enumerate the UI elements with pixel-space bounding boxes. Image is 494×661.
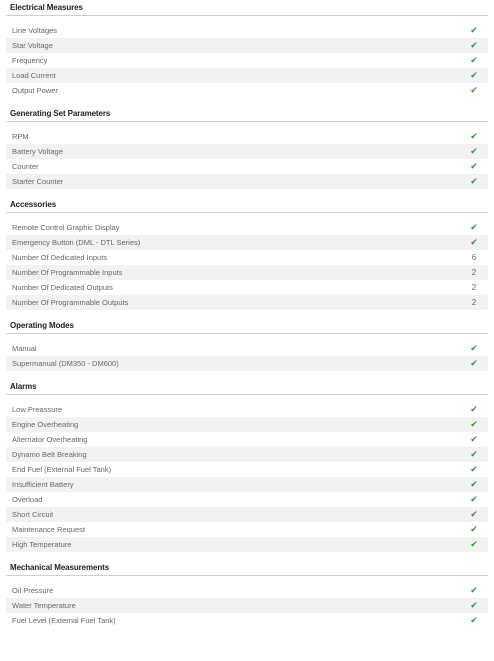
spec-label: Remote Control Graphic Display xyxy=(12,223,120,232)
spec-row xyxy=(6,265,488,280)
check-icon: ✔ xyxy=(470,40,478,50)
check-icon: ✔ xyxy=(470,585,478,595)
spec-label: Counter xyxy=(12,162,39,171)
section-operating-modes xyxy=(6,318,488,371)
section-rows xyxy=(6,23,488,98)
spec-label: Maintenance Request xyxy=(12,525,85,534)
spec-label: Load Current xyxy=(12,71,56,80)
section-rows xyxy=(6,341,488,371)
spec-label: Emergency Button (DML - DTL Series) xyxy=(12,238,141,247)
check-icon: ✔ xyxy=(470,494,478,504)
spec-label: Alternator Overheating xyxy=(12,435,88,444)
spec-row xyxy=(6,220,488,235)
check-icon: ✔ xyxy=(470,419,478,429)
spec-label: Overload xyxy=(12,495,43,504)
spec-row xyxy=(6,83,488,98)
check-icon: ✔ xyxy=(470,176,478,186)
spec-label: Dynamo Belt Breaking xyxy=(12,450,87,459)
spec-row xyxy=(6,144,488,159)
check-icon: ✔ xyxy=(470,70,478,80)
spec-row xyxy=(6,235,488,250)
check-icon: ✔ xyxy=(470,55,478,65)
check-icon: ✔ xyxy=(470,25,478,35)
check-icon: ✔ xyxy=(470,343,478,353)
spec-label: Number Of Programmable Outputs xyxy=(12,298,129,307)
spec-label: Line Voltages xyxy=(12,26,58,35)
spec-label: Output Power xyxy=(12,86,58,95)
section-accessories xyxy=(6,197,488,310)
check-icon: ✔ xyxy=(470,85,478,95)
spec-row xyxy=(6,537,488,552)
spec-row xyxy=(6,598,488,613)
spec-label: End Fuel (External Fuel Tank) xyxy=(12,465,112,474)
spec-label: Insufficient Battery xyxy=(12,480,74,489)
section-generating-set-parameters xyxy=(6,106,488,189)
check-icon: ✔ xyxy=(470,479,478,489)
spec-label: Manual xyxy=(12,344,37,353)
check-icon: ✔ xyxy=(470,615,478,625)
section-rows xyxy=(6,220,488,310)
spec-row xyxy=(6,613,488,628)
check-icon: ✔ xyxy=(470,464,478,474)
section-title: Electrical Measures xyxy=(6,0,488,16)
spec-label: Star Voltage xyxy=(12,41,53,50)
spec-label: RPM xyxy=(12,132,29,141)
spec-label: Number Of Dedicated Inputs xyxy=(12,253,108,262)
check-icon: ✔ xyxy=(470,404,478,414)
spec-row xyxy=(6,583,488,598)
spec-row xyxy=(6,159,488,174)
spec-row xyxy=(6,38,488,53)
section-title: Mechanical Measurements xyxy=(6,560,488,576)
check-icon: ✔ xyxy=(470,539,478,549)
spec-label: Frequency xyxy=(12,56,48,65)
check-icon: ✔ xyxy=(470,358,478,368)
spec-row xyxy=(6,417,488,432)
check-icon: ✔ xyxy=(470,237,478,247)
spec-label: Number Of Dedicated Outputs xyxy=(12,283,113,292)
spec-value: 2 xyxy=(471,283,477,292)
spec-row xyxy=(6,23,488,38)
spec-label: Water Temperature xyxy=(12,601,76,610)
section-title: Operating Modes xyxy=(6,318,488,334)
spec-row xyxy=(6,356,488,371)
spec-row xyxy=(6,432,488,447)
check-icon: ✔ xyxy=(470,222,478,232)
section-mechanical-measurements xyxy=(6,560,488,628)
spec-label: Starter Counter xyxy=(12,177,64,186)
spec-row xyxy=(6,341,488,356)
check-icon: ✔ xyxy=(470,449,478,459)
section-rows xyxy=(6,583,488,628)
check-icon: ✔ xyxy=(470,131,478,141)
spec-label: Short Circuit xyxy=(12,510,54,519)
spec-value: 2 xyxy=(471,298,477,307)
section-rows xyxy=(6,129,488,189)
spec-label: Supermanual (DM350 - DM600) xyxy=(12,359,119,368)
section-alarms xyxy=(6,379,488,552)
spec-label: High Temperature xyxy=(12,540,72,549)
spec-label: Fuel Level (External Fuel Tank) xyxy=(12,616,116,625)
spec-label: Oil Pressure xyxy=(12,586,54,595)
section-electrical-measures xyxy=(6,0,488,98)
spec-row xyxy=(6,507,488,522)
spec-row xyxy=(6,174,488,189)
spec-row xyxy=(6,129,488,144)
spec-row xyxy=(6,402,488,417)
spec-row xyxy=(6,447,488,462)
check-icon: ✔ xyxy=(470,509,478,519)
spec-value: 6 xyxy=(471,253,477,262)
spec-label: Battery Voltage xyxy=(12,147,63,156)
spec-value: 2 xyxy=(471,268,477,277)
section-rows xyxy=(6,402,488,552)
spec-label: Low Preassure xyxy=(12,405,63,414)
section-title: Generating Set Parameters xyxy=(6,106,488,122)
spec-row xyxy=(6,477,488,492)
spec-label: Engine Overheating xyxy=(12,420,79,429)
spec-row xyxy=(6,522,488,537)
spec-row xyxy=(6,250,488,265)
spec-row xyxy=(6,492,488,507)
check-icon: ✔ xyxy=(470,161,478,171)
check-icon: ✔ xyxy=(470,146,478,156)
spec-label: Number Of Programmable Inputs xyxy=(12,268,123,277)
spec-row xyxy=(6,280,488,295)
check-icon: ✔ xyxy=(470,600,478,610)
spec-row xyxy=(6,295,488,310)
section-title: Accessories xyxy=(6,197,488,213)
spec-row xyxy=(6,462,488,477)
spec-row xyxy=(6,68,488,83)
section-title: Alarms xyxy=(6,379,488,395)
spec-row xyxy=(6,53,488,68)
check-icon: ✔ xyxy=(470,434,478,444)
check-icon: ✔ xyxy=(470,524,478,534)
